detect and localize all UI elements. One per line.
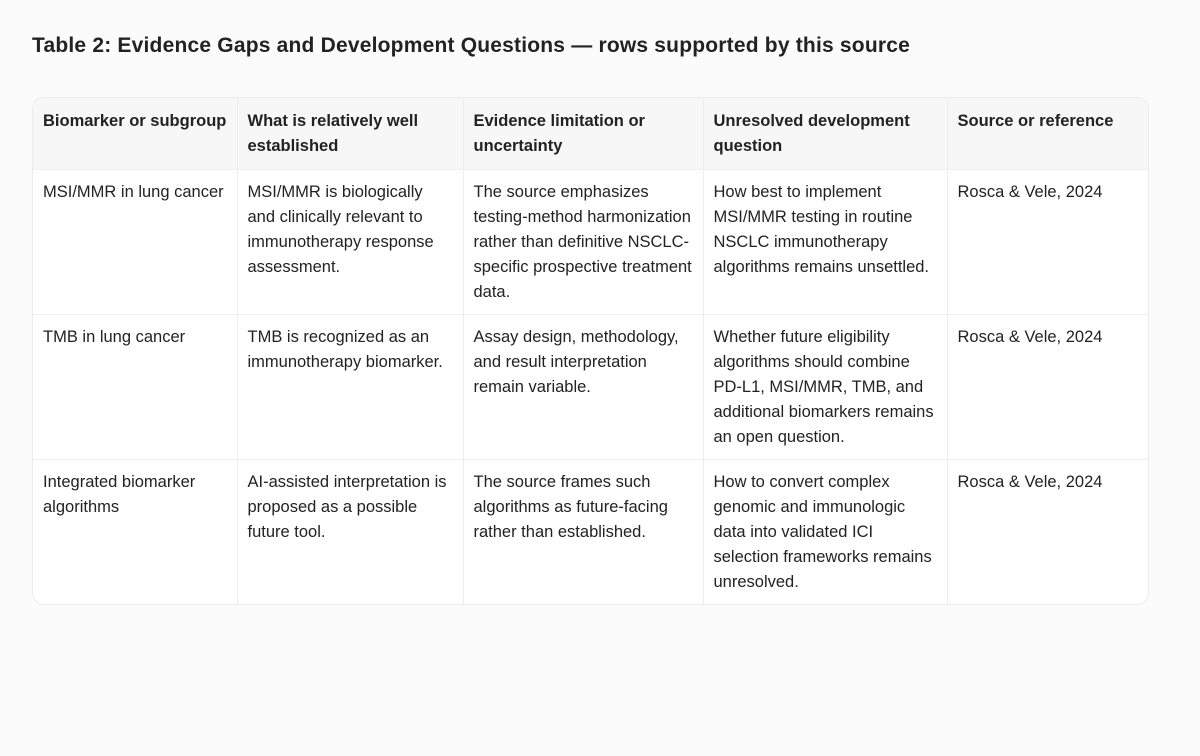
- column-header-biomarker: Biomarker or subgroup: [33, 98, 237, 170]
- cell-source: Rosca & Vele, 2024: [947, 315, 1148, 460]
- cell-biomarker: TMB in lung cancer: [33, 315, 237, 460]
- evidence-gaps-table: [32, 97, 1149, 605]
- column-header-question: Unresolved development question: [703, 98, 947, 170]
- cell-question: How to convert complex genomic and immunologic data into validated ICI selection frameworks remains unresolved.: [703, 460, 947, 605]
- table-row: [33, 170, 1148, 315]
- cell-established: MSI/MMR is biologically and clinically relevant to immunotherapy response assessment.: [237, 170, 463, 315]
- cell-source: Rosca & Vele, 2024: [947, 170, 1148, 315]
- table-title: Table 2: Evidence Gaps and Development Questions — rows supported by this source: [32, 34, 910, 57]
- cell-limitation: The source emphasizes testing-method harmonization rather than definitive NSCLC-specific prospective treatment data.: [463, 170, 703, 315]
- cell-biomarker: Integrated biomarker algorithms: [33, 460, 237, 605]
- table-header-row: [33, 98, 1148, 170]
- cell-established: AI-assisted interpretation is proposed as a possible future tool.: [237, 460, 463, 605]
- cell-established: TMB is recognized as an immunotherapy biomarker.: [237, 315, 463, 460]
- column-header-established: What is relatively well established: [237, 98, 463, 170]
- cell-limitation: Assay design, methodology, and result interpretation remain variable.: [463, 315, 703, 460]
- cell-question: How best to implement MSI/MMR testing in routine NSCLC immunotherapy algorithms remains unsettled.: [703, 170, 947, 315]
- cell-question: Whether future eligibility algorithms should combine PD-L1, MSI/MMR, TMB, and additional biomarkers remains an open question.: [703, 315, 947, 460]
- cell-limitation: The source frames such algorithms as future-facing rather than established.: [463, 460, 703, 605]
- table-row: [33, 460, 1148, 605]
- cell-biomarker: MSI/MMR in lung cancer: [33, 170, 237, 315]
- column-header-source: Source or reference: [947, 98, 1148, 170]
- cell-source: Rosca & Vele, 2024: [957, 473, 1103, 491]
- column-header-limitation: Evidence limitation or uncertainty: [463, 98, 703, 170]
- table-row: [33, 315, 1148, 460]
